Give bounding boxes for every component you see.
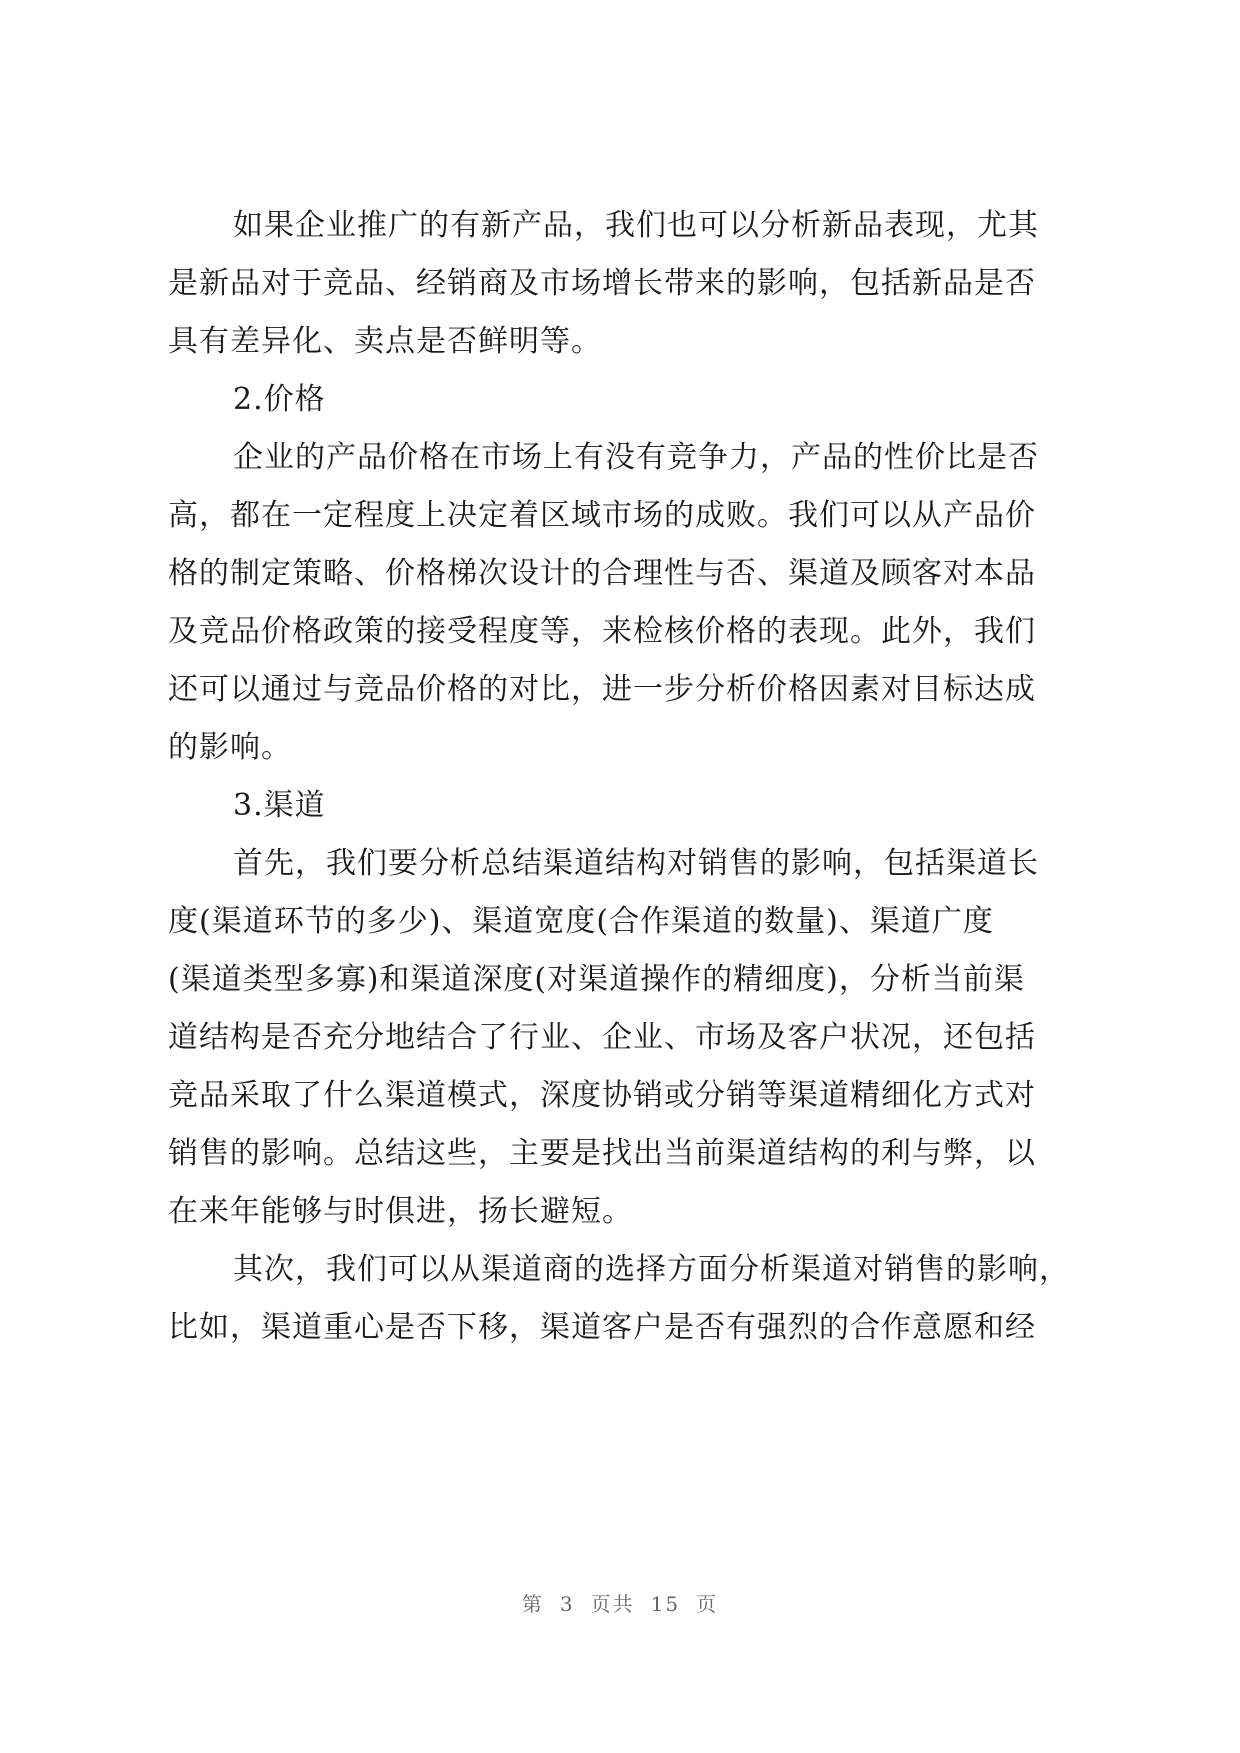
page-footer [0,1590,1240,1618]
paragraph-line: 在来年能够与时俱进，扬长避短。 [168,1194,633,1229]
paragraph-line: 的影响。 [168,730,292,765]
paragraph-line: 还可以通过与竞品价格的对比，进一步分析价格因素对目标达成 [168,672,1036,707]
paragraph-line: 首先，我们要分析总结渠道结构对销售的影响，包括渠道长 [233,846,1039,881]
paragraph-line: 其次，我们可以从渠道商的选择方面分析渠道对销售的影响， [233,1252,1070,1287]
paragraph-line: 如果企业推广的有新产品，我们也可以分析新品表现，尤其 [233,208,1039,243]
footer-middle: 页共 [590,1592,635,1616]
paragraph-line: 具有差异化、卖点是否鲜明等。 [168,324,602,359]
paragraph-line: 高，都在一定程度上决定着区域市场的成败。我们可以从产品价 [168,498,1036,533]
paragraph-line: 比如，渠道重心是否下移，渠道客户是否有强烈的合作意愿和经 [168,1310,1036,1345]
footer-total-pages: 15 [650,1592,681,1616]
paragraph-line: 度(渠道环节的多少)、渠道宽度(合作渠道的数量)、渠道广度 [168,904,994,939]
section-heading-price: 2.价格 [233,382,326,417]
paragraph-line: 格的制定策略、价格梯次设计的合理性与否、渠道及顾客对本品 [168,556,1036,591]
paragraph-line: 竞品采取了什么渠道模式，深度协销或分销等渠道精细化方式对 [168,1078,1036,1113]
footer-prefix: 第 [521,1592,544,1616]
paragraph-line: 是新品对于竞品、经销商及市场增长带来的影响，包括新品是否 [168,266,1036,301]
paragraph-line: 及竞品价格政策的接受程度等，来检核价格的表现。此外，我们 [168,614,1036,649]
paragraph-line: (渠道类型多寡)和渠道深度(对渠道操作的精细度)，分析当前渠 [168,962,1025,997]
footer-current-page: 3 [559,1592,575,1616]
paragraph-line: 道结构是否充分地结合了行业、企业、市场及客户状况，还包括 [168,1020,1036,1055]
section-heading-channel: 3.渠道 [233,788,326,823]
paragraph-line: 企业的产品价格在市场上有没有竞争力，产品的性价比是否 [233,440,1039,475]
footer-suffix: 页 [696,1592,719,1616]
paragraph-line: 销售的影响。总结这些，主要是找出当前渠道结构的利与弊，以 [168,1136,1036,1171]
